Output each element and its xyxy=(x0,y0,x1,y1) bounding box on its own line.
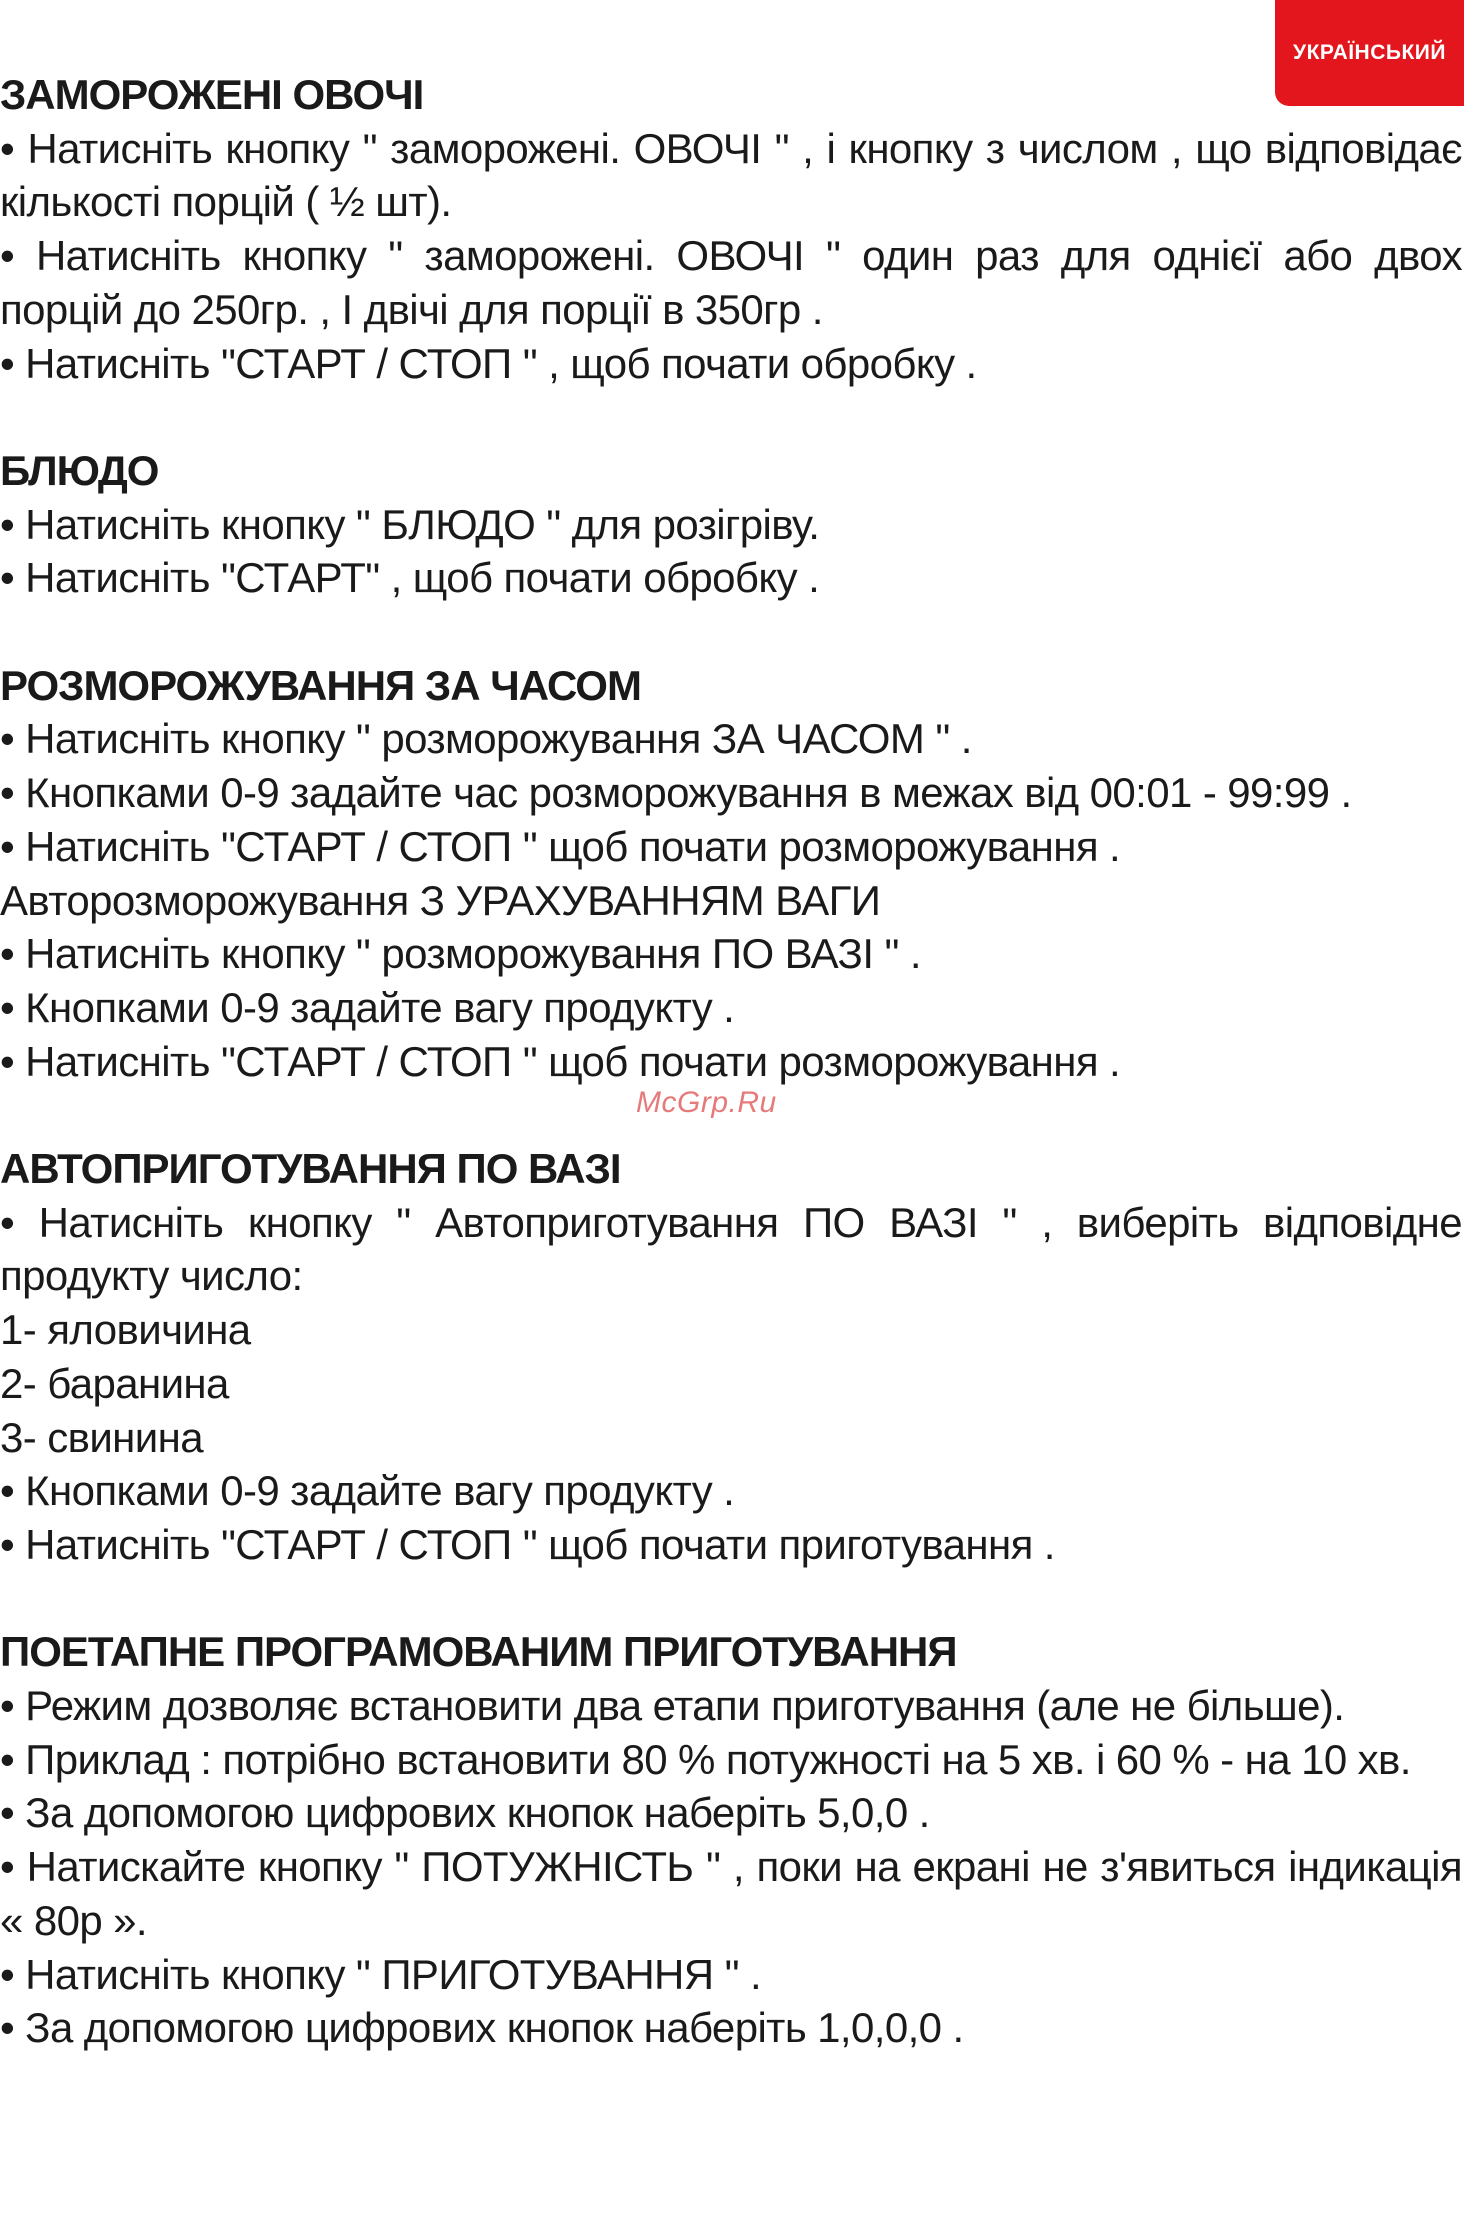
subheading-line: Авторозморожування З УРАХУВАННЯМ ВАГИ xyxy=(0,876,881,924)
instruction-line: • Кнопками 0-9 задайте вагу продукту . xyxy=(0,983,735,1031)
section-heading: АВТОПРИГОТУВАННЯ ПО ВАЗІ xyxy=(0,1145,621,1193)
section-dish xyxy=(0,444,1462,605)
instruction-line: • Натисніть кнопку " БЛЮДО " для розігріву. xyxy=(0,500,820,548)
instruction-line: • Натисніть "СТАРТ / СТОП " щоб почати приготування . xyxy=(0,1520,1055,1568)
instruction-line: • Кнопками 0-9 задайте час розморожування в межах від 00:01 - 99:99 . xyxy=(0,769,1352,817)
section-time-defrost xyxy=(0,659,1462,1089)
section-heading: РОЗМОРОЖУВАННЯ ЗА ЧАСОМ xyxy=(0,661,641,709)
language-badge-label: УКРАЇНСЬКИЙ xyxy=(1293,41,1446,64)
list-item: 2- баранина xyxy=(0,1359,229,1407)
instruction-line: • Натисніть кнопку " Автоприготування ПО ВАЗІ " , виберіть відповідне продукту число: xyxy=(0,1198,1462,1300)
list-item: 1- яловичина xyxy=(0,1306,251,1354)
instruction-line: • Режим дозволяє встановити два етапи приготування (але не більше). xyxy=(0,1682,1345,1730)
instruction-line: • Натисніть "СТАРТ / СТОП " щоб почати розморожування . xyxy=(0,1037,1121,1085)
list-item: 3- свинина xyxy=(0,1413,203,1461)
instruction-line: • За допомогою цифрових кнопок наберіть 5,0,0 . xyxy=(0,1789,930,1837)
document-body xyxy=(0,68,1462,2055)
instruction-line: • Натисніть "СТАРТ / СТОП " щоб почати розморожування . xyxy=(0,822,1121,870)
section-heading: ПОЕТАПНЕ ПРОГРАМОВАНИМ ПРИГОТУВАННЯ xyxy=(0,1628,957,1676)
instruction-line: • Натисніть кнопку " заморожені. ОВОЧІ " , і кнопку з числом , що відповідає кількості порцій ( ½ шт). xyxy=(0,124,1462,226)
instruction-line: • За допомогою цифрових кнопок наберіть 1,0,0,0 . xyxy=(0,2004,964,2052)
instruction-line: • Натисніть кнопку " розморожування ПО ВАЗІ " . xyxy=(0,930,921,978)
section-heading: БЛЮДО xyxy=(0,446,159,494)
instruction-line: • Приклад : потрібно встановити 80 % потужності на 5 хв. і 60 % - на 10 хв. xyxy=(0,1735,1411,1783)
section-multistage-cooking xyxy=(0,1625,1462,2055)
section-auto-cook-weight xyxy=(0,1142,1462,1572)
instruction-line: • Натисніть кнопку " ПРИГОТУВАННЯ " . xyxy=(0,1950,762,1998)
instruction-line: • Натисніть "СТАРТ / СТОП " , щоб почати обробку . xyxy=(0,339,977,387)
section-frozen-vegetables xyxy=(0,68,1462,390)
watermark: McGrp.Ru xyxy=(636,1086,777,1119)
instruction-line: • Натискайте кнопку " ПОТУЖНІСТЬ " , поки на екрані не з'явиться індикація « 80р ». xyxy=(0,1843,1462,1944)
instruction-line: • Натисніть кнопку " заморожені. ОВОЧІ " один раз для однієї або двох порцій до 250гр. , І двічі для порції в 350гр . xyxy=(0,232,1462,333)
section-heading: ЗАМОРОЖЕНІ ОВОЧІ xyxy=(0,71,424,118)
instruction-line: • Кнопками 0-9 задайте вагу продукту . xyxy=(0,1467,735,1515)
instruction-line: • Натисніть "СТАРТ" , щоб почати обробку . xyxy=(0,554,820,602)
instruction-line: • Натисніть кнопку " розморожування ЗА ЧАСОМ " . xyxy=(0,715,972,763)
